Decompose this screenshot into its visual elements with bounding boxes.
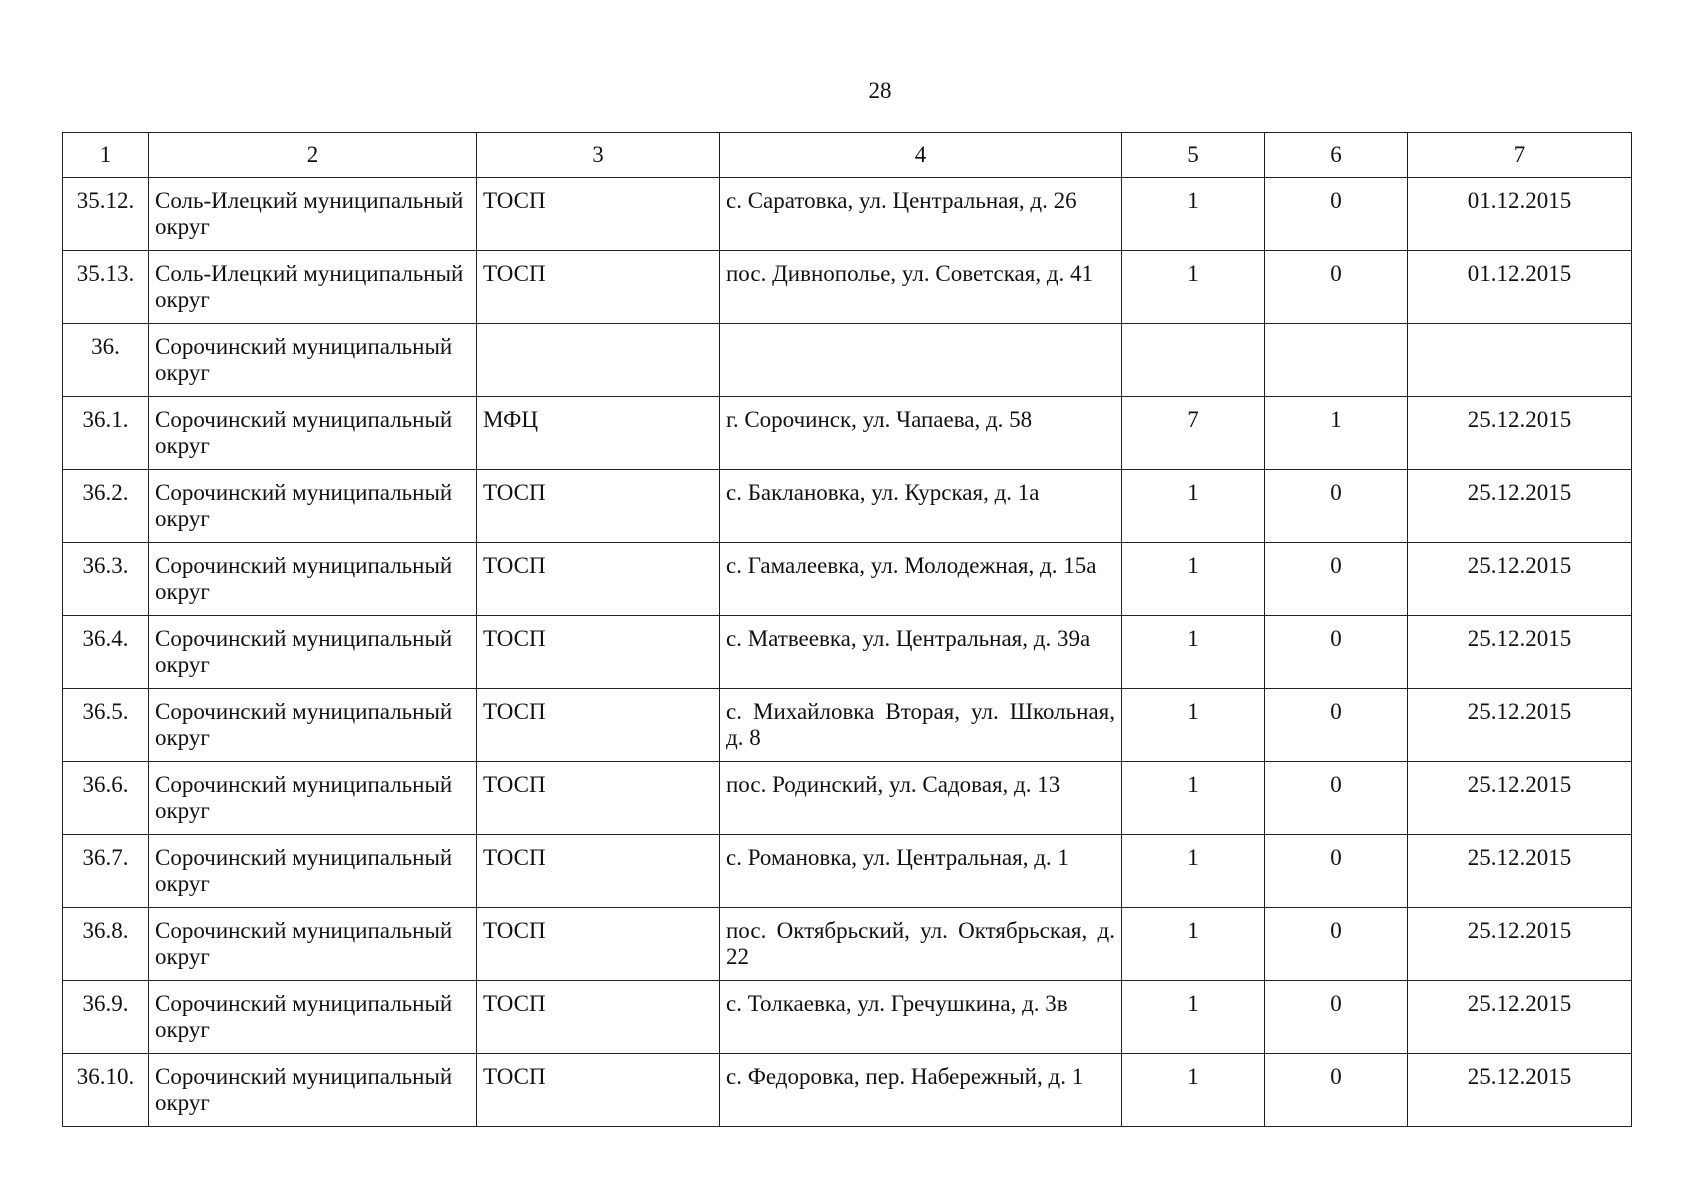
column-5-cell: 1 bbox=[1122, 251, 1265, 324]
district-cell: Сорочинский муниципальный округ bbox=[149, 981, 477, 1054]
office-type-cell: ТОСП bbox=[477, 616, 720, 689]
header-cell-3: 3 bbox=[477, 133, 720, 178]
office-type-cell: ТОСП bbox=[477, 835, 720, 908]
address-cell: с. Саратовка, ул. Центральная, д. 26 bbox=[720, 178, 1122, 251]
office-type-cell: ТОСП bbox=[477, 762, 720, 835]
table-row bbox=[63, 981, 1632, 1054]
address-cell: пос. Дивнополье, ул. Советская, д. 41 bbox=[720, 251, 1122, 324]
address-cell: с. Федоровка, пер. Набережный, д. 1 bbox=[720, 1054, 1122, 1127]
address-cell: с. Толкаевка, ул. Гречушкина, д. 3в bbox=[720, 981, 1122, 1054]
office-type-cell: ТОСП bbox=[477, 1054, 720, 1127]
office-type-cell: МФЦ bbox=[477, 397, 720, 470]
office-type-cell: ТОСП bbox=[477, 543, 720, 616]
column-5-cell: 1 bbox=[1122, 835, 1265, 908]
date-cell bbox=[1408, 324, 1632, 397]
date-cell: 25.12.2015 bbox=[1408, 981, 1632, 1054]
column-6-cell: 0 bbox=[1265, 470, 1408, 543]
address-cell: пос. Родинский, ул. Садовая, д. 13 bbox=[720, 762, 1122, 835]
column-6-cell: 0 bbox=[1265, 616, 1408, 689]
date-cell: 25.12.2015 bbox=[1408, 616, 1632, 689]
address-cell bbox=[720, 324, 1122, 397]
column-5-cell: 1 bbox=[1122, 762, 1265, 835]
column-6-cell: 0 bbox=[1265, 689, 1408, 762]
table-row bbox=[63, 689, 1632, 762]
column-5-cell bbox=[1122, 324, 1265, 397]
column-6-cell: 0 bbox=[1265, 835, 1408, 908]
column-6-cell: 0 bbox=[1265, 908, 1408, 981]
date-cell: 25.12.2015 bbox=[1408, 835, 1632, 908]
office-type-cell: ТОСП bbox=[477, 908, 720, 981]
date-cell: 25.12.2015 bbox=[1408, 908, 1632, 981]
row-number-cell: 36.7. bbox=[63, 835, 149, 908]
district-cell: Сорочинский муниципальный округ bbox=[149, 470, 477, 543]
address-cell: с. Матвеевка, ул. Центральная, д. 39а bbox=[720, 616, 1122, 689]
table-row bbox=[63, 616, 1632, 689]
table-row bbox=[63, 835, 1632, 908]
column-5-cell: 1 bbox=[1122, 689, 1265, 762]
header-cell-2: 2 bbox=[149, 133, 477, 178]
header-cell-7: 7 bbox=[1408, 133, 1632, 178]
date-cell: 01.12.2015 bbox=[1408, 251, 1632, 324]
table-row bbox=[63, 251, 1632, 324]
table-row bbox=[63, 908, 1632, 981]
date-cell: 25.12.2015 bbox=[1408, 689, 1632, 762]
row-number-cell: 36.1. bbox=[63, 397, 149, 470]
column-6-cell: 0 bbox=[1265, 178, 1408, 251]
district-cell: Соль-Илецкий муниципальный округ bbox=[149, 178, 477, 251]
table-row bbox=[63, 543, 1632, 616]
header-cell-1: 1 bbox=[63, 133, 149, 178]
row-number-cell: 36.5. bbox=[63, 689, 149, 762]
office-type-cell: ТОСП bbox=[477, 178, 720, 251]
table-header-row bbox=[63, 133, 1632, 178]
address-cell: с. Гамалеевка, ул. Молодежная, д. 15а bbox=[720, 543, 1122, 616]
column-6-cell: 0 bbox=[1265, 762, 1408, 835]
row-number-cell: 36.6. bbox=[63, 762, 149, 835]
table-body bbox=[63, 133, 1632, 1127]
row-number-cell: 36.8. bbox=[63, 908, 149, 981]
address-cell: пос. Октябрьский, ул. Октябрьская, д. 22 bbox=[720, 908, 1122, 981]
address-cell: г. Сорочинск, ул. Чапаева, д. 58 bbox=[720, 397, 1122, 470]
table-row bbox=[63, 1054, 1632, 1127]
column-5-cell: 1 bbox=[1122, 908, 1265, 981]
table-row bbox=[63, 324, 1632, 397]
row-number-cell: 35.12. bbox=[63, 178, 149, 251]
district-cell: Сорочинский муниципальный округ bbox=[149, 543, 477, 616]
office-type-cell: ТОСП bbox=[477, 470, 720, 543]
office-type-cell: ТОСП bbox=[477, 689, 720, 762]
table-row bbox=[63, 178, 1632, 251]
row-number-cell: 36.10. bbox=[63, 1054, 149, 1127]
office-type-cell bbox=[477, 324, 720, 397]
header-cell-4: 4 bbox=[720, 133, 1122, 178]
date-cell: 25.12.2015 bbox=[1408, 762, 1632, 835]
date-cell: 25.12.2015 bbox=[1408, 1054, 1632, 1127]
office-type-cell: ТОСП bbox=[477, 981, 720, 1054]
table-row bbox=[63, 762, 1632, 835]
district-cell: Сорочинский муниципальный округ bbox=[149, 908, 477, 981]
page-number: 28 bbox=[868, 78, 892, 103]
row-number-cell: 36.4. bbox=[63, 616, 149, 689]
district-cell: Сорочинский муниципальный округ bbox=[149, 397, 477, 470]
address-cell: с. Романовка, ул. Центральная, д. 1 bbox=[720, 835, 1122, 908]
column-6-cell: 1 bbox=[1265, 397, 1408, 470]
column-6-cell: 0 bbox=[1265, 251, 1408, 324]
column-6-cell: 0 bbox=[1265, 1054, 1408, 1127]
district-cell: Сорочинский муниципальный округ bbox=[149, 324, 477, 397]
district-cell: Сорочинский муниципальный округ bbox=[149, 835, 477, 908]
date-cell: 25.12.2015 bbox=[1408, 543, 1632, 616]
district-cell: Сорочинский муниципальный округ bbox=[149, 762, 477, 835]
column-5-cell: 1 bbox=[1122, 616, 1265, 689]
column-5-cell: 7 bbox=[1122, 397, 1265, 470]
district-cell: Соль-Илецкий муниципальный округ bbox=[149, 251, 477, 324]
district-cell: Сорочинский муниципальный округ bbox=[149, 689, 477, 762]
column-6-cell: 0 bbox=[1265, 543, 1408, 616]
row-number-cell: 36.2. bbox=[63, 470, 149, 543]
column-5-cell: 1 bbox=[1122, 543, 1265, 616]
header-cell-6: 6 bbox=[1265, 133, 1408, 178]
row-number-cell: 36.3. bbox=[63, 543, 149, 616]
header-cell-5: 5 bbox=[1122, 133, 1265, 178]
table-row bbox=[63, 397, 1632, 470]
row-number-cell: 35.13. bbox=[63, 251, 149, 324]
table-row bbox=[63, 470, 1632, 543]
registry-table bbox=[62, 132, 1632, 1127]
date-cell: 25.12.2015 bbox=[1408, 397, 1632, 470]
office-type-cell: ТОСП bbox=[477, 251, 720, 324]
address-cell: с. Баклановка, ул. Курская, д. 1а bbox=[720, 470, 1122, 543]
address-cell: с. Михайловка Вторая, ул. Школьная, д. 8 bbox=[720, 689, 1122, 762]
column-6-cell bbox=[1265, 324, 1408, 397]
column-5-cell: 1 bbox=[1122, 470, 1265, 543]
column-5-cell: 1 bbox=[1122, 1054, 1265, 1127]
column-5-cell: 1 bbox=[1122, 981, 1265, 1054]
column-5-cell: 1 bbox=[1122, 178, 1265, 251]
row-number-cell: 36.9. bbox=[63, 981, 149, 1054]
district-cell: Сорочинский муниципальный округ bbox=[149, 1054, 477, 1127]
row-number-cell: 36. bbox=[63, 324, 149, 397]
date-cell: 01.12.2015 bbox=[1408, 178, 1632, 251]
district-cell: Сорочинский муниципальный округ bbox=[149, 616, 477, 689]
date-cell: 25.12.2015 bbox=[1408, 470, 1632, 543]
column-6-cell: 0 bbox=[1265, 981, 1408, 1054]
